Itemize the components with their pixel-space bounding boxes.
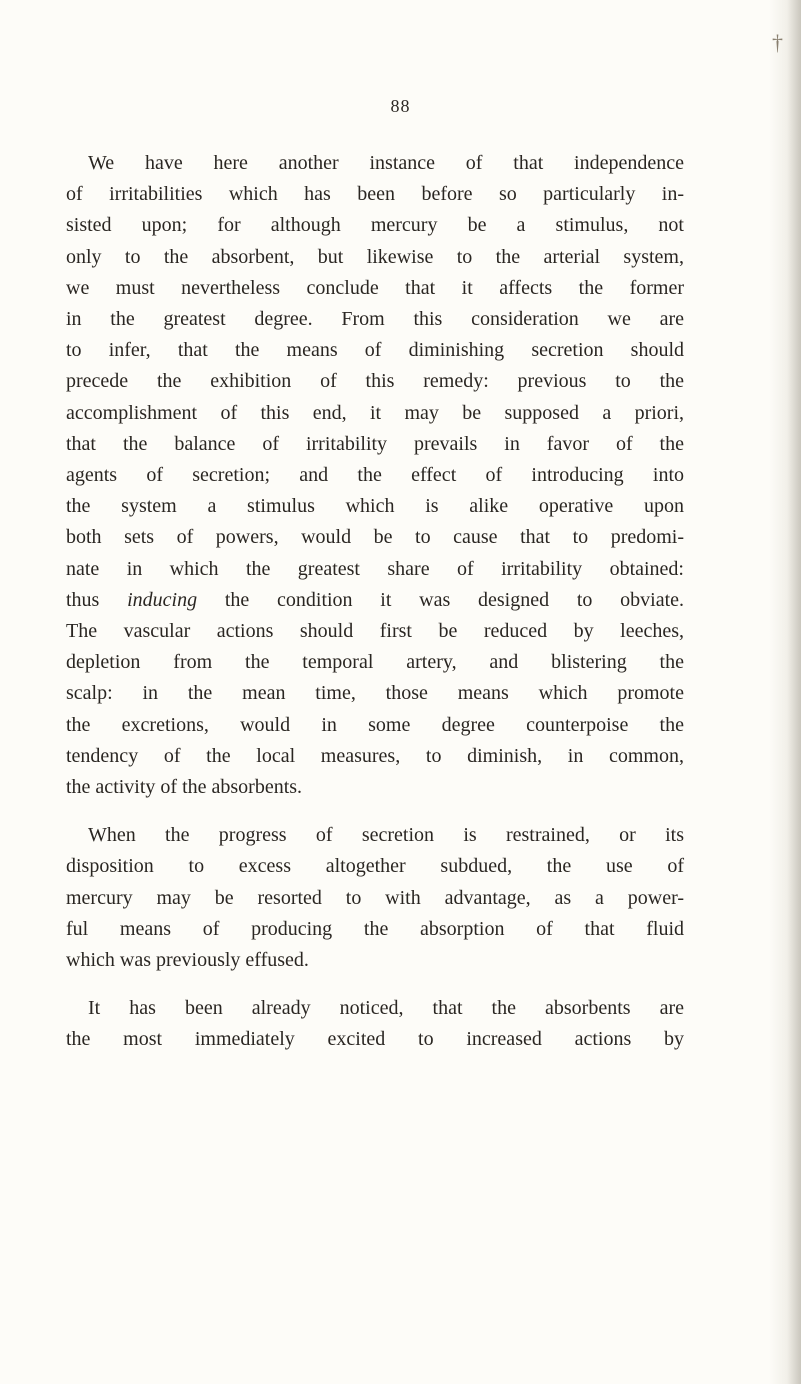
text-line: we must nevertheless conclude that it affects the former	[66, 276, 684, 299]
text-line: It has been already noticed, that the absorbents are	[88, 997, 684, 1020]
text-line: which was previously effused.	[66, 949, 309, 972]
text-run: the condition it was designed to obviate.	[197, 588, 685, 611]
italic-word: inducing	[127, 588, 198, 611]
text-line: the activity of the absorbents.	[66, 776, 303, 799]
text-line: of irritabilities which has been before so particularly in-	[66, 183, 684, 206]
body-text	[66, 148, 684, 1056]
text-line: We have here another instance of that independence	[88, 152, 684, 174]
text-line: only to the absorbent, but likewise to the arterial system,	[66, 245, 684, 268]
text-line: scalp: in the mean time, those means which promote	[66, 682, 684, 705]
text-line: both sets of powers, would be to cause that to predomi-	[66, 526, 684, 549]
text-line-italic-word	[66, 585, 684, 616]
ink-mark: †	[772, 30, 783, 55]
text-line: to infer, that the means of diminishing secretion should	[66, 339, 684, 362]
text-line: that the balance of irritability prevails in favor of the	[66, 432, 684, 455]
text-line: accomplishment of this end, it may be supposed a priori,	[66, 401, 684, 424]
text-line: precede the exhibition of this remedy: previous to the	[66, 370, 684, 393]
text-line: nate in which the greatest share of irritability obtained:	[66, 557, 684, 580]
text-line: the most immediately excited to increased actions by	[66, 1028, 684, 1051]
text-line: the excretions, would in some degree counterpoise the	[66, 713, 684, 736]
text-line: sisted upon; for although mercury be a stimulus, not	[66, 214, 684, 237]
text-line: disposition to excess altogether subdued, the use of	[66, 855, 684, 878]
text-line: The vascular actions should first be reduced by leeches,	[66, 620, 684, 643]
text-line: ful means of producing the absorption of that fluid	[66, 917, 684, 940]
text-line: When the progress of secretion is restrained, or its	[88, 824, 684, 847]
text-line: mercury may be resorted to with advantage, as a power-	[66, 886, 684, 909]
text-line: depletion from the temporal artery, and blistering the	[66, 651, 684, 674]
paragraph-1	[66, 148, 684, 803]
text-line: tendency of the local measures, to diminish, in common,	[66, 744, 684, 767]
text-line: agents of secretion; and the effect of introducing into	[66, 464, 684, 487]
page-edge-shadow	[787, 0, 801, 1384]
text-line: in the greatest degree. From this consideration we are	[66, 308, 684, 331]
text-line: the system a stimulus which is alike operative upon	[66, 495, 684, 518]
paragraph-2	[66, 820, 684, 976]
paragraph-3	[66, 993, 684, 1055]
text-run: thus	[66, 588, 128, 611]
page-number: 88	[390, 96, 411, 116]
